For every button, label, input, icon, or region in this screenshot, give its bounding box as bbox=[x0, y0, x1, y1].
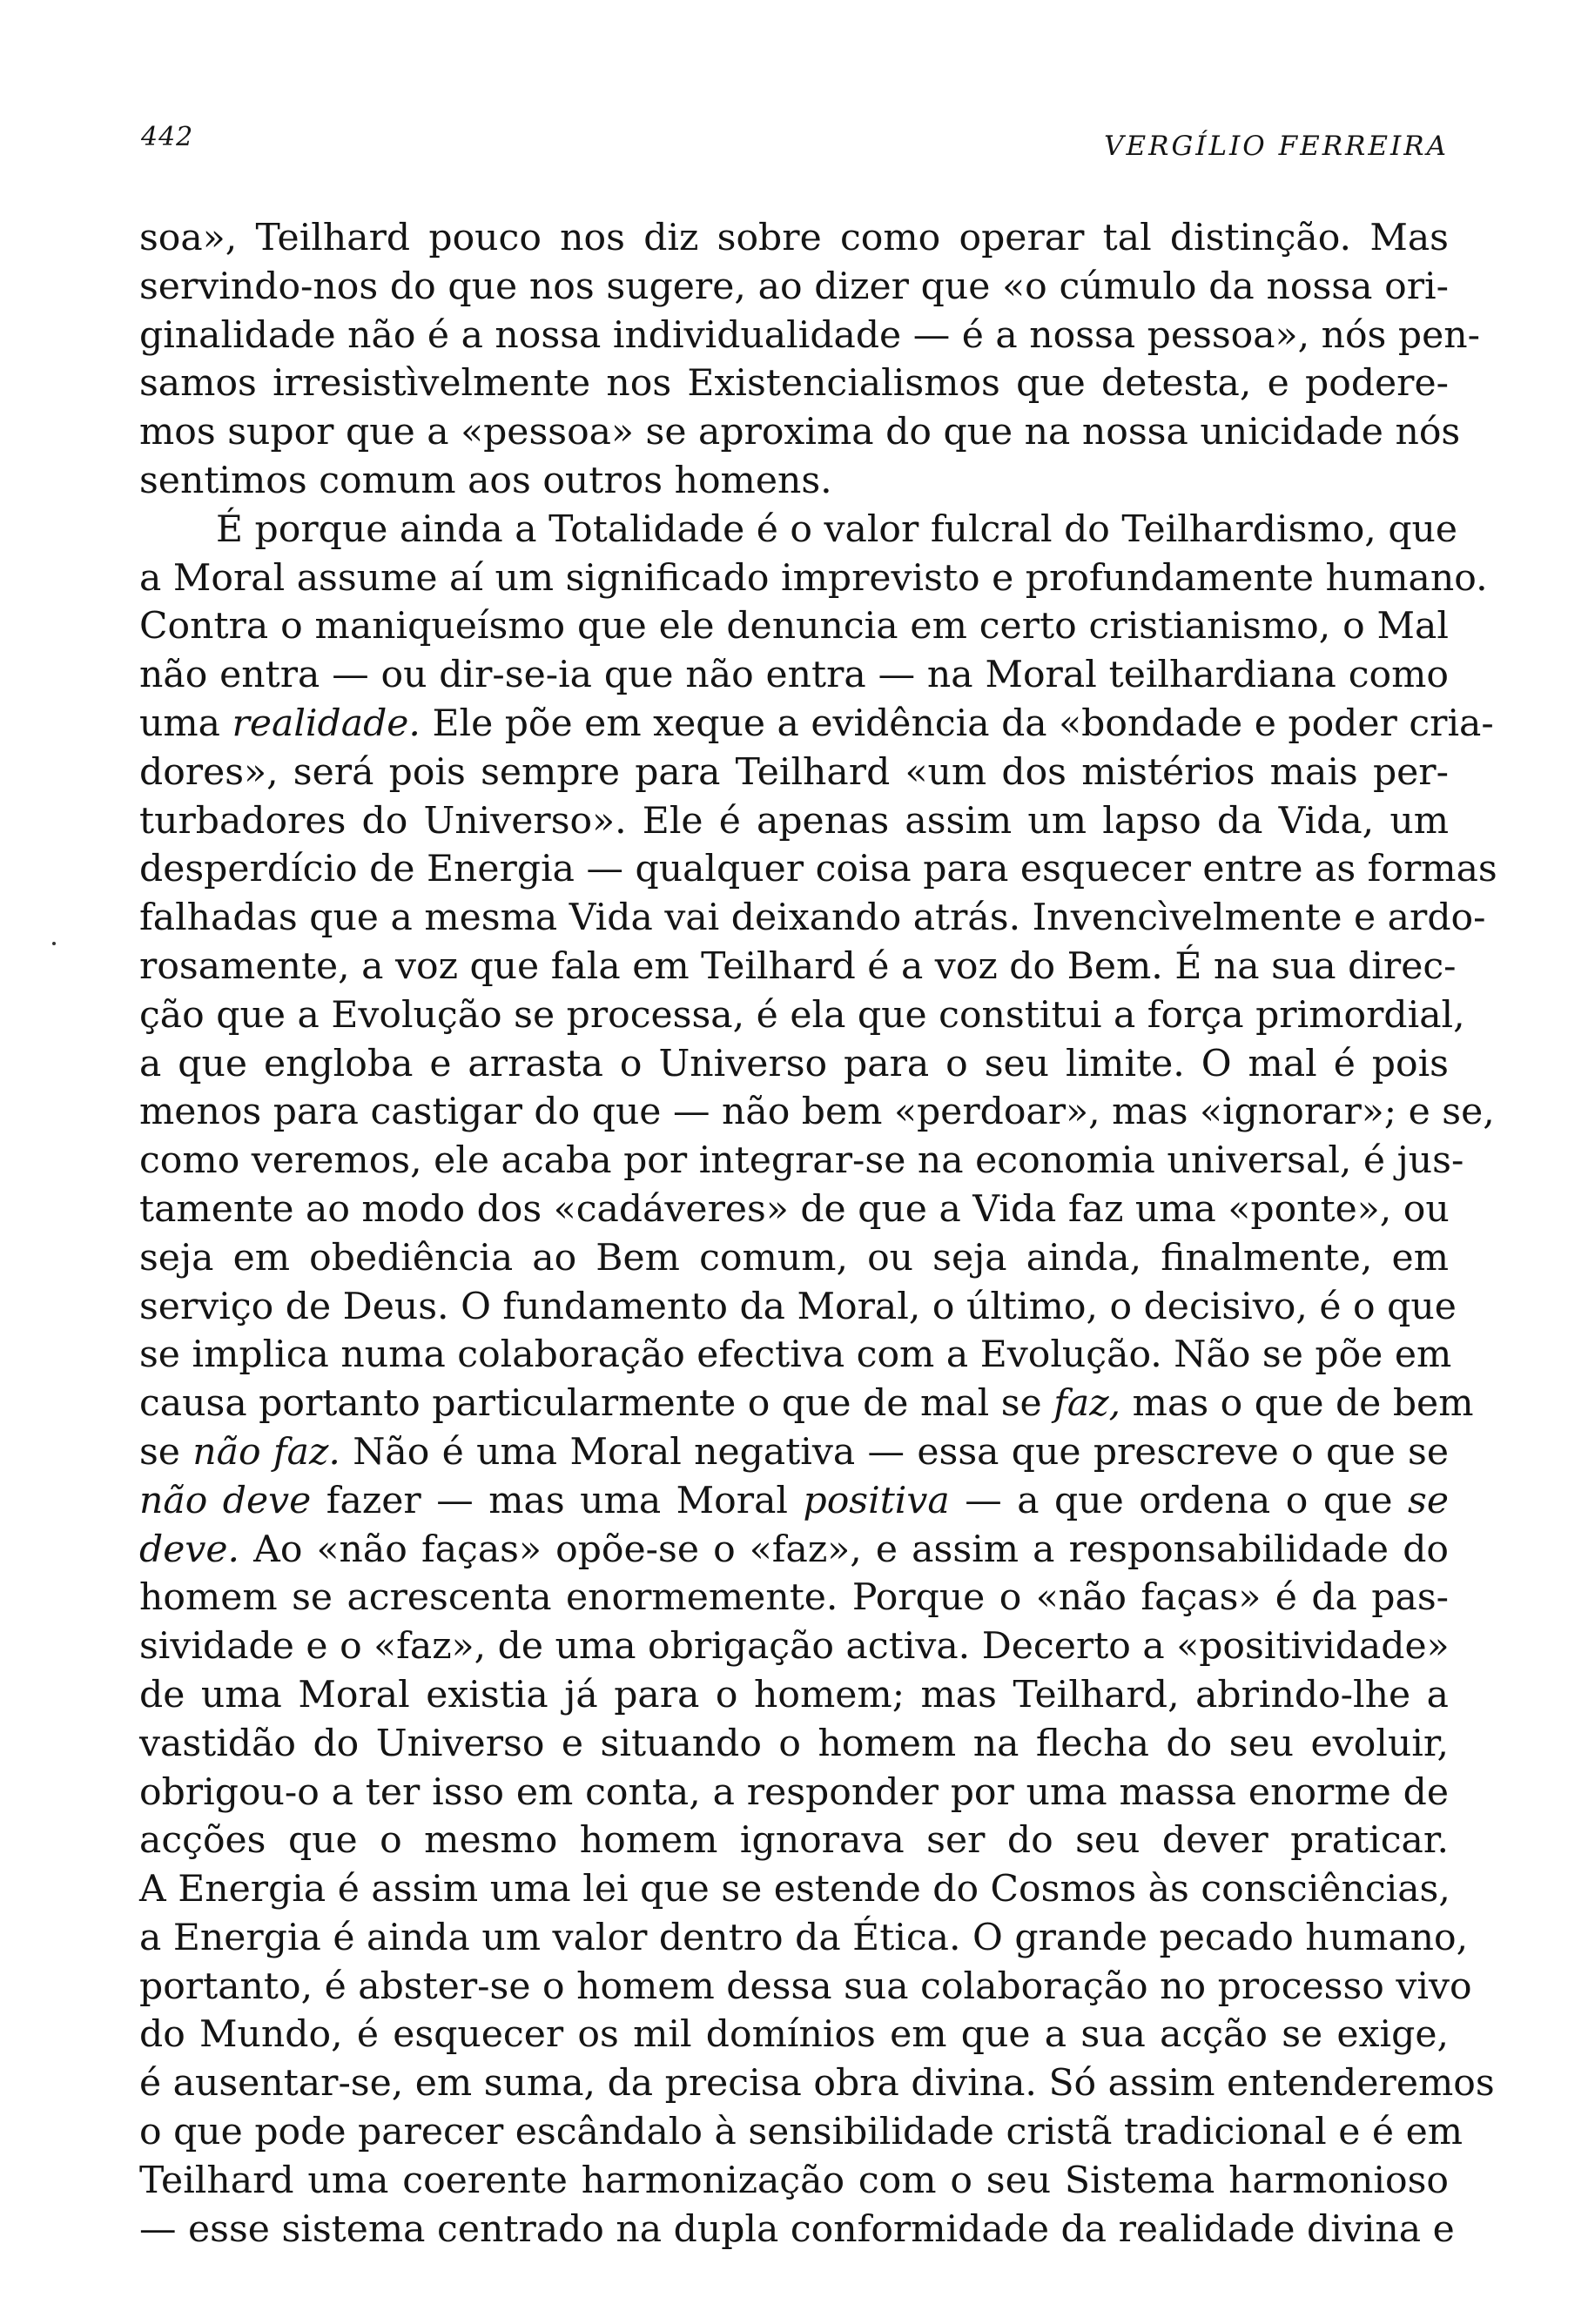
italic-text: se bbox=[1408, 1479, 1450, 1522]
text-segment: causa portanto particularmente o que de mal se bbox=[139, 1382, 1054, 1426]
text-line: não entra — ou dir-se-ia que não entra — na Moral teilhardiana como bbox=[139, 654, 1449, 697]
text-line: se implica numa colaboração efectiva com a Evolução. Não se põe em bbox=[139, 1333, 1452, 1377]
text-line bbox=[139, 700, 1494, 749]
text-line: desperdício de Energia — qualquer coisa para esquecer entre as formas bbox=[139, 848, 1497, 891]
text-line: a Energia é ainda um valor dentro da Ética. O grande pecado humano, bbox=[139, 1916, 1469, 1959]
text-segment: fazer — mas uma Moral bbox=[311, 1479, 804, 1522]
text-line: soa», Teilhard pouco nos diz sobre como operar tal distinção. Mas bbox=[139, 217, 1449, 259]
italic-text: faz, bbox=[1053, 1382, 1121, 1426]
text-segment: Não é uma Moral negativa — essa que prescreve o que se bbox=[340, 1430, 1449, 1474]
text-line: tamente ao modo dos «cadáveres» de que a Vida faz uma «ponte», ou bbox=[139, 1187, 1450, 1231]
text-line bbox=[139, 1477, 1449, 1526]
text-line: sividade e o «faz», de uma obrigação activa. Decerto a «positividade» bbox=[139, 1625, 1450, 1669]
text-line: mos supor que a «pessoa» se aproxima do que na nossa unicidade nós bbox=[139, 411, 1461, 454]
text-line: — esse sistema centrado na dupla conformidade da realidade divina e bbox=[139, 2207, 1455, 2251]
italic-text: realidade. bbox=[232, 702, 421, 745]
text-line: A Energia é assim uma lei que se estende do Cosmos às consciências, bbox=[139, 1868, 1450, 1911]
text-line: É porque ainda a Totalidade é o valor fulcral do Teilhardismo, que bbox=[216, 507, 1458, 551]
italic-text: deve. bbox=[139, 1528, 240, 1571]
text-segment: uma bbox=[139, 702, 232, 745]
text-line: homem se acrescenta enormemente. Porque o «não faças» é da pas- bbox=[139, 1576, 1449, 1620]
text-line: menos para castigar do que — não bem «perdoar», mas «ignorar»; e se, bbox=[139, 1091, 1495, 1134]
text-line: ginalidade não é a nossa individualidade — é a nossa pessoa», nós pen- bbox=[139, 313, 1480, 357]
text-line: Teilhard uma coerente harmonização com o seu Sistema harmonioso bbox=[139, 2159, 1449, 2202]
text-line: turbadores do Universo». Ele é apenas assim um lapso da Vida, um bbox=[139, 799, 1449, 843]
text-line: acções que o mesmo homem ignorava ser do seu dever praticar. bbox=[139, 1819, 1449, 1863]
text-line: serviço de Deus. O fundamento da Moral, o último, o decisivo, é o que bbox=[139, 1285, 1457, 1328]
text-segment: Ele põe em xeque a evidência da «bondade e poder cria- bbox=[420, 702, 1494, 745]
italic-text: positiva bbox=[803, 1479, 950, 1522]
text-line bbox=[139, 1526, 1449, 1575]
text-line: falhadas que a mesma Vida vai deixando atrás. Invencìvelmente e ardo- bbox=[139, 897, 1486, 940]
text-line: ção que a Evolução se processa, é ela que constitui a força primordial, bbox=[139, 993, 1465, 1037]
italic-text: não faz. bbox=[192, 1430, 340, 1474]
italic-text: não deve bbox=[139, 1479, 312, 1522]
text-line: Contra o maniqueísmo que ele denuncia em certo cristianismo, o Mal bbox=[139, 605, 1449, 648]
body-text bbox=[139, 214, 1497, 2253]
text-line: dores», será pois sempre para Teilhard «um dos mistérios mais per- bbox=[139, 750, 1449, 794]
text-segment: Ao «não faças» opõe-se o «faz», e assim a responsabilidade do bbox=[239, 1528, 1449, 1571]
text-line: obrigou-o a ter isso em conta, a responder por uma massa enorme de bbox=[139, 1770, 1449, 1814]
text-line: como veremos, ele acaba por integrar-se na economia universal, é jus- bbox=[139, 1139, 1464, 1183]
page-header bbox=[0, 0, 1588, 174]
text-line: do Mundo, é esquecer os mil domínios em que a sua acção se exige, bbox=[139, 2013, 1449, 2057]
page-number: 442 bbox=[141, 122, 194, 152]
text-segment: — a que ordena o que bbox=[949, 1479, 1409, 1522]
text-line: servindo-nos do que nos sugere, ao dizer que «o cúmulo da nossa ori- bbox=[139, 265, 1449, 308]
text-line: é ausentar-se, em suma, da precisa obra divina. Só assim entenderemos bbox=[139, 2062, 1495, 2106]
running-head: VERGÍLIO FERREIRA bbox=[1104, 131, 1449, 162]
text-line bbox=[139, 1428, 1449, 1477]
text-line: a Moral assume aí um significado imprevisto e profundamente humano. bbox=[139, 556, 1488, 600]
text-line: rosamente, a voz que fala em Teilhard é a voz do Bem. É na sua direc- bbox=[139, 944, 1457, 988]
text-line: seja em obediência ao Bem comum, ou seja ainda, finalmente, em bbox=[139, 1236, 1449, 1280]
text-line: de uma Moral existia já para o homem; mas Teilhard, abrindo-lhe a bbox=[139, 1673, 1449, 1716]
text-line: sentimos comum aos outros homens. bbox=[139, 459, 832, 502]
text-segment: se bbox=[139, 1430, 193, 1474]
text-line: samos irresistìvelmente nos Existencialismos que detesta, e podere- bbox=[139, 362, 1449, 406]
text-line: vastidão do Universo e situando o homem na flecha do seu evoluir, bbox=[139, 1722, 1449, 1765]
text-segment: mas o que de bem bbox=[1120, 1382, 1474, 1426]
text-line bbox=[139, 1380, 1474, 1428]
text-line: a que engloba e arrasta o Universo para o seu limite. O mal é pois bbox=[139, 1042, 1449, 1085]
text-line: portanto, é abster-se o homem dessa sua colaboração no processo vivo bbox=[139, 1965, 1472, 2008]
text-line: o que pode parecer escândalo à sensibilidade cristã tradicional e é em bbox=[139, 2111, 1464, 2154]
margin-mark bbox=[52, 942, 56, 945]
